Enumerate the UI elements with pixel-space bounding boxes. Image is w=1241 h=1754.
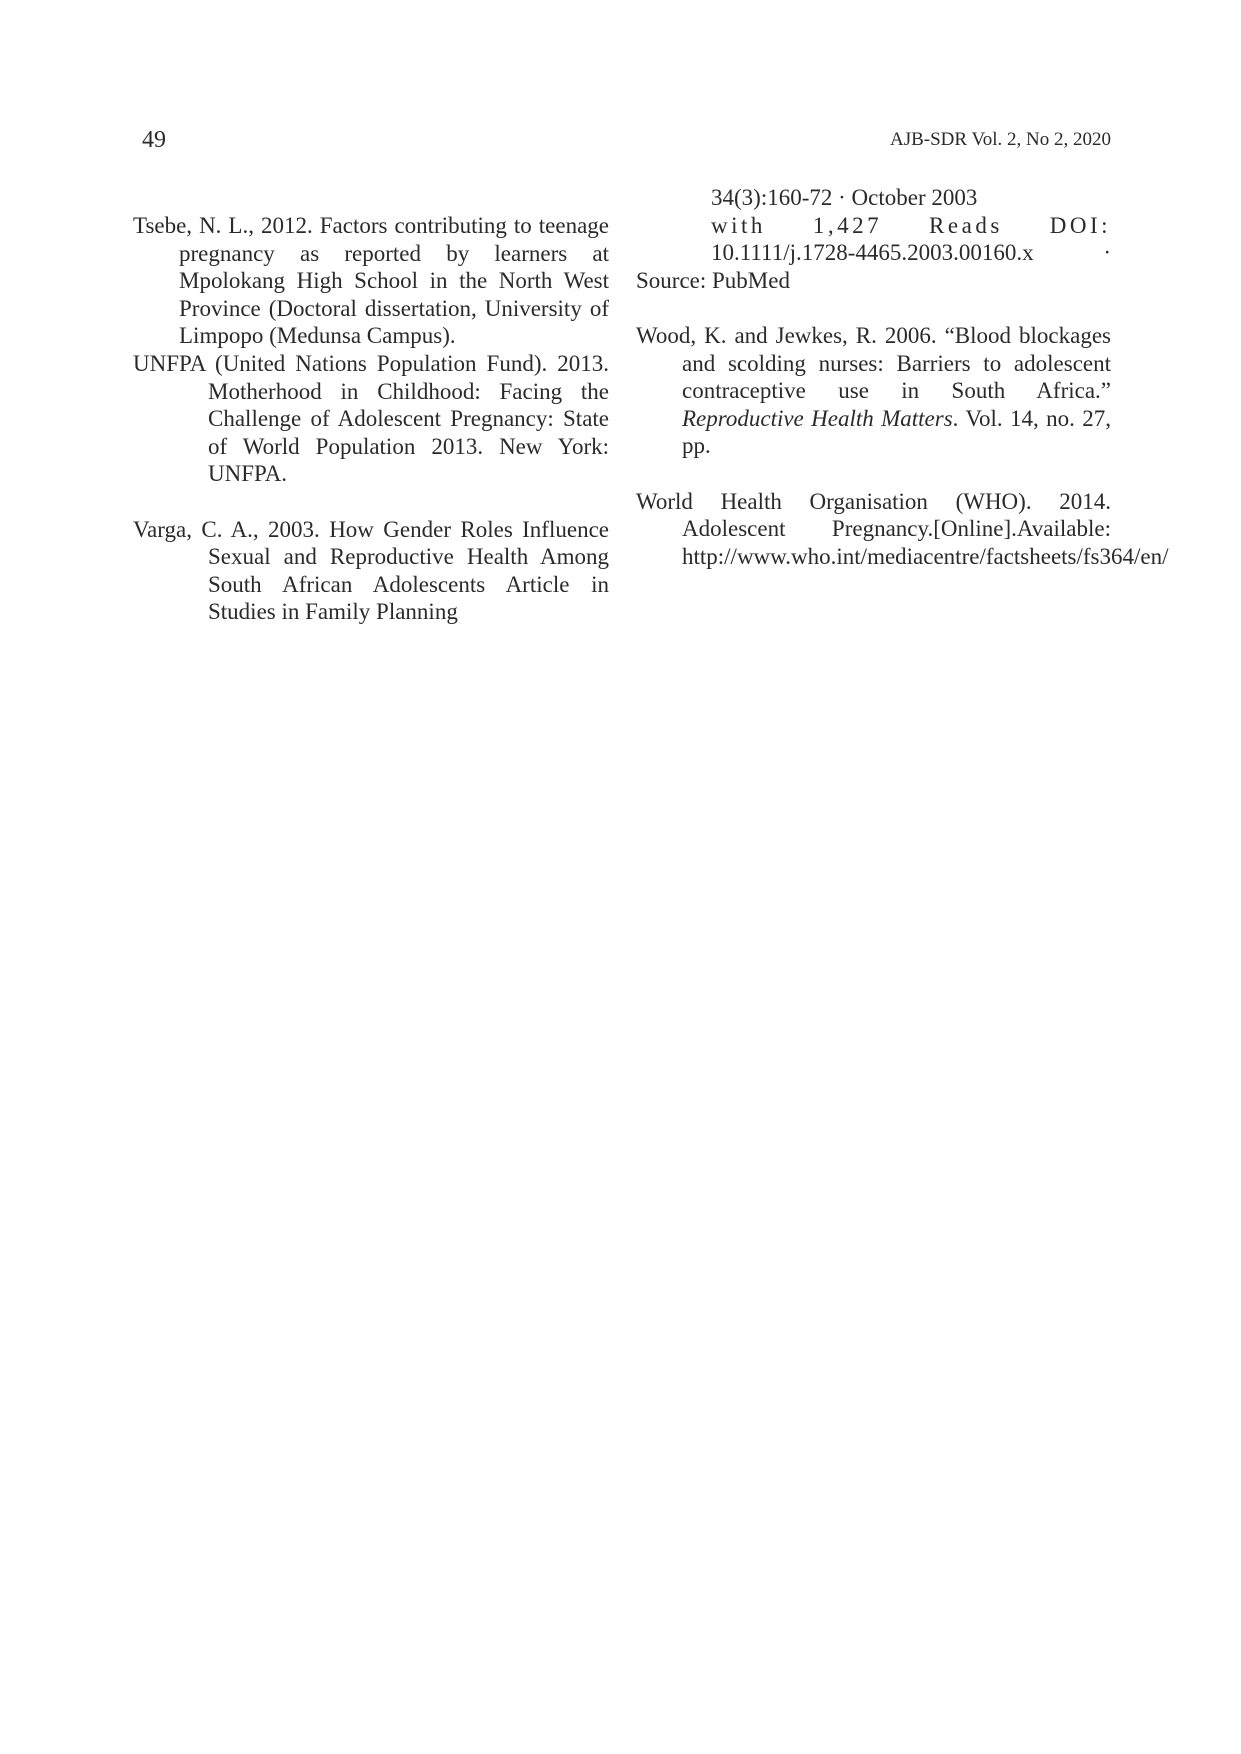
page-number: 49 — [142, 127, 166, 153]
varga-doi-line: 10.1111/j.1728-4465.2003.00160.x · — [711, 240, 1111, 266]
varga-cont-line: 34(3):160-72 · October 2003 — [711, 185, 978, 210]
reference-tsebe: Tsebe, N. L., 2012. Factors contributing to teenage pregnancy as reported by learners at Mpolokang High School in the North West Province (Doctoral dissertation, University of Limpopo (Medunsa Campus). — [133, 213, 609, 349]
running-header: AJB-SDR Vol. 2, No 2, 2020 — [889, 129, 1111, 150]
reference-unfpa: UNFPA (United Nations Population Fund). 2013. Motherhood in Childhood: Facing the Challenge of Adolescent Pregnancy: State of World Population 2013. New York: UNFPA. — [133, 350, 609, 487]
reference-wood — [636, 322, 1111, 460]
right-column — [636, 184, 1169, 598]
reference-varga: Varga, C. A., 2003. How Gender Roles Influence Sexual and Reproductive Health Among South African Adolescents Article in Studies in Family Planning — [133, 516, 609, 625]
varga-source: Source: PubMed — [636, 267, 790, 293]
varga-cont-line: with 1,427 Reads DOI: — [711, 212, 1111, 238]
reference-varga-continued — [636, 184, 1111, 267]
wood-text: Wood, K. and Jewkes, R. 2006. “Blood blockages and scolding nurses: Barriers to adolescent contraceptive use in South Africa.” — [636, 322, 1111, 404]
left-column — [133, 212, 609, 654]
reference-who: World Health Organisation (WHO). 2014. Adolescent Pregnancy.[Online].Available: http://www.who.int/mediacentre/factsheets/fs364/en/ — [636, 488, 1169, 569]
wood-journal-title: Reproductive Health Matters — [682, 405, 953, 431]
wood-text-end: . Vol. 14, no. 27, pp. — [682, 405, 1111, 459]
